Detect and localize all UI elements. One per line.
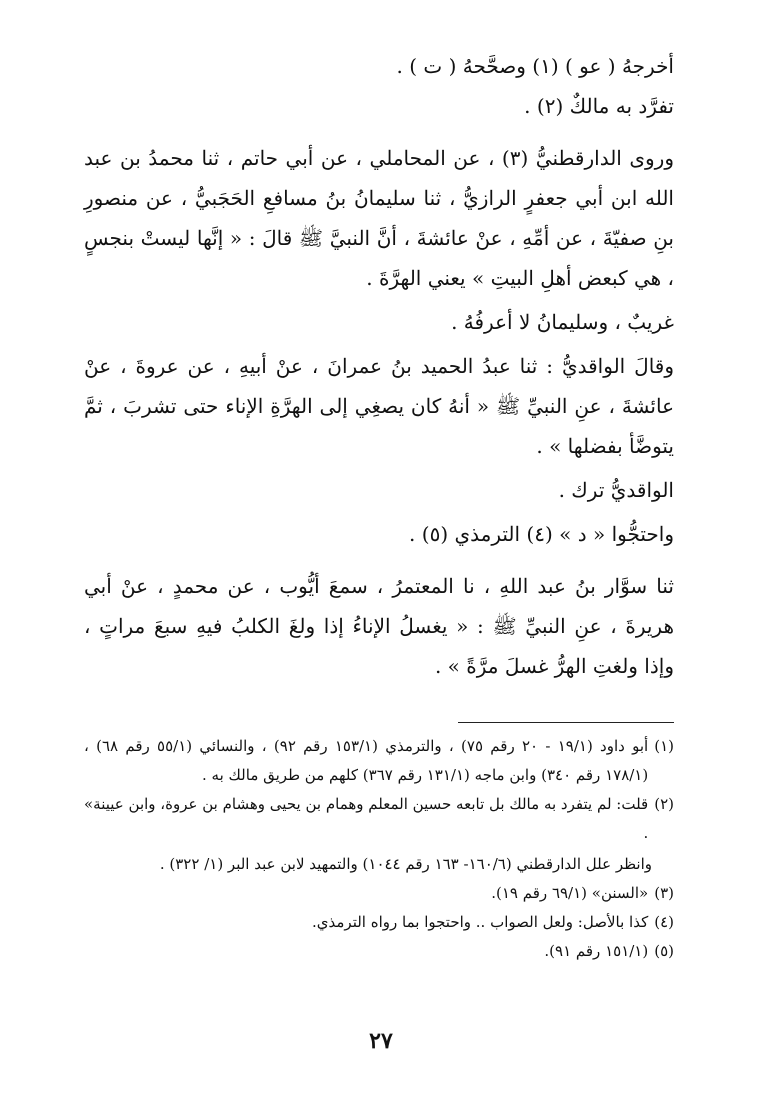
footnote-number: (٣) (654, 884, 674, 902)
footnote-number: (١) (654, 737, 674, 755)
footnote-4 (84, 908, 674, 937)
footnote-text: (١٥١/١ رقم ٩١). (544, 942, 649, 960)
footnote-text: قلت: لم يتفرد به مالك بل تابعه حسين المعلم وهمام بن يحيى وهشام بن عروة، وابن عيينة» . (84, 795, 649, 842)
paragraph-takhrij: أخرجهُ ( عو ) (١) وصحَّحهُ ( ت ) . (396, 54, 674, 78)
footnote-2-continuation: وانظر علل الدارقطني (١٦٠/٦- ١٦٣ رقم ١٠٤٤) والتمهيد لابن عبد البر (١/ ٣٢٢) . (159, 855, 652, 873)
paragraph-daraqutni-narration: وروى الدارقطنيُّ (٣) ، عن المحاملي ، عن أبي حاتم ، ثنا محمدُ بن عبد الله ابن أبي جعفرٍ الرازيُّ ، ثنا سليمانُ بنُ مسافعِ الحَجَبيُّ ، عن منصورِ بنِ صفيّةَ ، عن أمِّهِ ، عنْ عائشةَ ، أنَّ النبيَّ ﷺ قالَ : « إنَّها ليستْ بنجسٍ ، هي كبعض أهلِ البيتِ » يعني الهرَّةَ . (84, 146, 674, 290)
footnote-5 (84, 937, 674, 966)
paragraph-sawwar-narration: ثنا سوَّار بنُ عبد اللهِ ، نا المعتمرُ ، سمعَ أيُّوب ، عن محمدٍ ، عنْ أبي هريرةَ ، عنِ النبيِّ ﷺ : « يغسلُ الإناءُ إذا ولغَ الكلبُ فيهِ سبعَ مراتٍ ، وإذا ولغتِ الهرُّ غسلَ مرَّةً » . (84, 574, 674, 678)
footnotes (84, 732, 674, 966)
paragraph-gharib: غريبٌ ، وسليمانُ لا أعرفُهُ . (451, 310, 674, 334)
paragraph-tafarrud: تفرَّد به مالكٌ (٢) . (524, 94, 674, 118)
footnote-text: «السنن» (٦٩/١ رقم ١٩). (491, 884, 649, 902)
footnote-number: (٥) (654, 942, 674, 960)
paragraph-ihtajju: واحتجُّوا « د » (٤) الترمذي (٥) . (409, 522, 674, 546)
footnote-1 (84, 732, 674, 790)
paragraph-waqidi-narration: وقالَ الواقديُّ : ثنا عبدُ الحميد بنُ عمرانَ ، عنْ أبيهِ ، عن عروةَ ، عنْ عائشةَ ، عنِ النبيِّ ﷺ « أنهُ كان يصغِي إلى الهرَّةِ الإناء حتى تشربَ ، ثمَّ يتوضَّأ بفضلها » . (84, 354, 674, 458)
footnote-text: كذا بالأصل: ولعل الصواب .. واحتجوا بما رواه الترمذي. (312, 913, 649, 931)
footnote-number: (٤) (654, 913, 674, 931)
footnote-number: (٢) (654, 795, 674, 813)
page-number: ٢٧ (369, 1028, 393, 1054)
main-text (84, 46, 674, 686)
footnote-2 (84, 790, 674, 848)
footnote-divider (458, 722, 674, 723)
footnote-3 (84, 879, 674, 908)
footnote-text: أبو داود (١٩/١ - ٢٠ رقم ٧٥) ، والترمذي (١٥٣/١ رقم ٩٢) ، والنسائي (٥٥/١ رقم ٦٨) ، (١٧٨/١ رقم ٣٤٠) وابن ماجه (١٣١/١ رقم ٣٦٧) كلهم من طريق مالك به . (84, 737, 649, 784)
paragraph-waqidi-taraka: الواقديُّ ترك . (558, 478, 674, 502)
